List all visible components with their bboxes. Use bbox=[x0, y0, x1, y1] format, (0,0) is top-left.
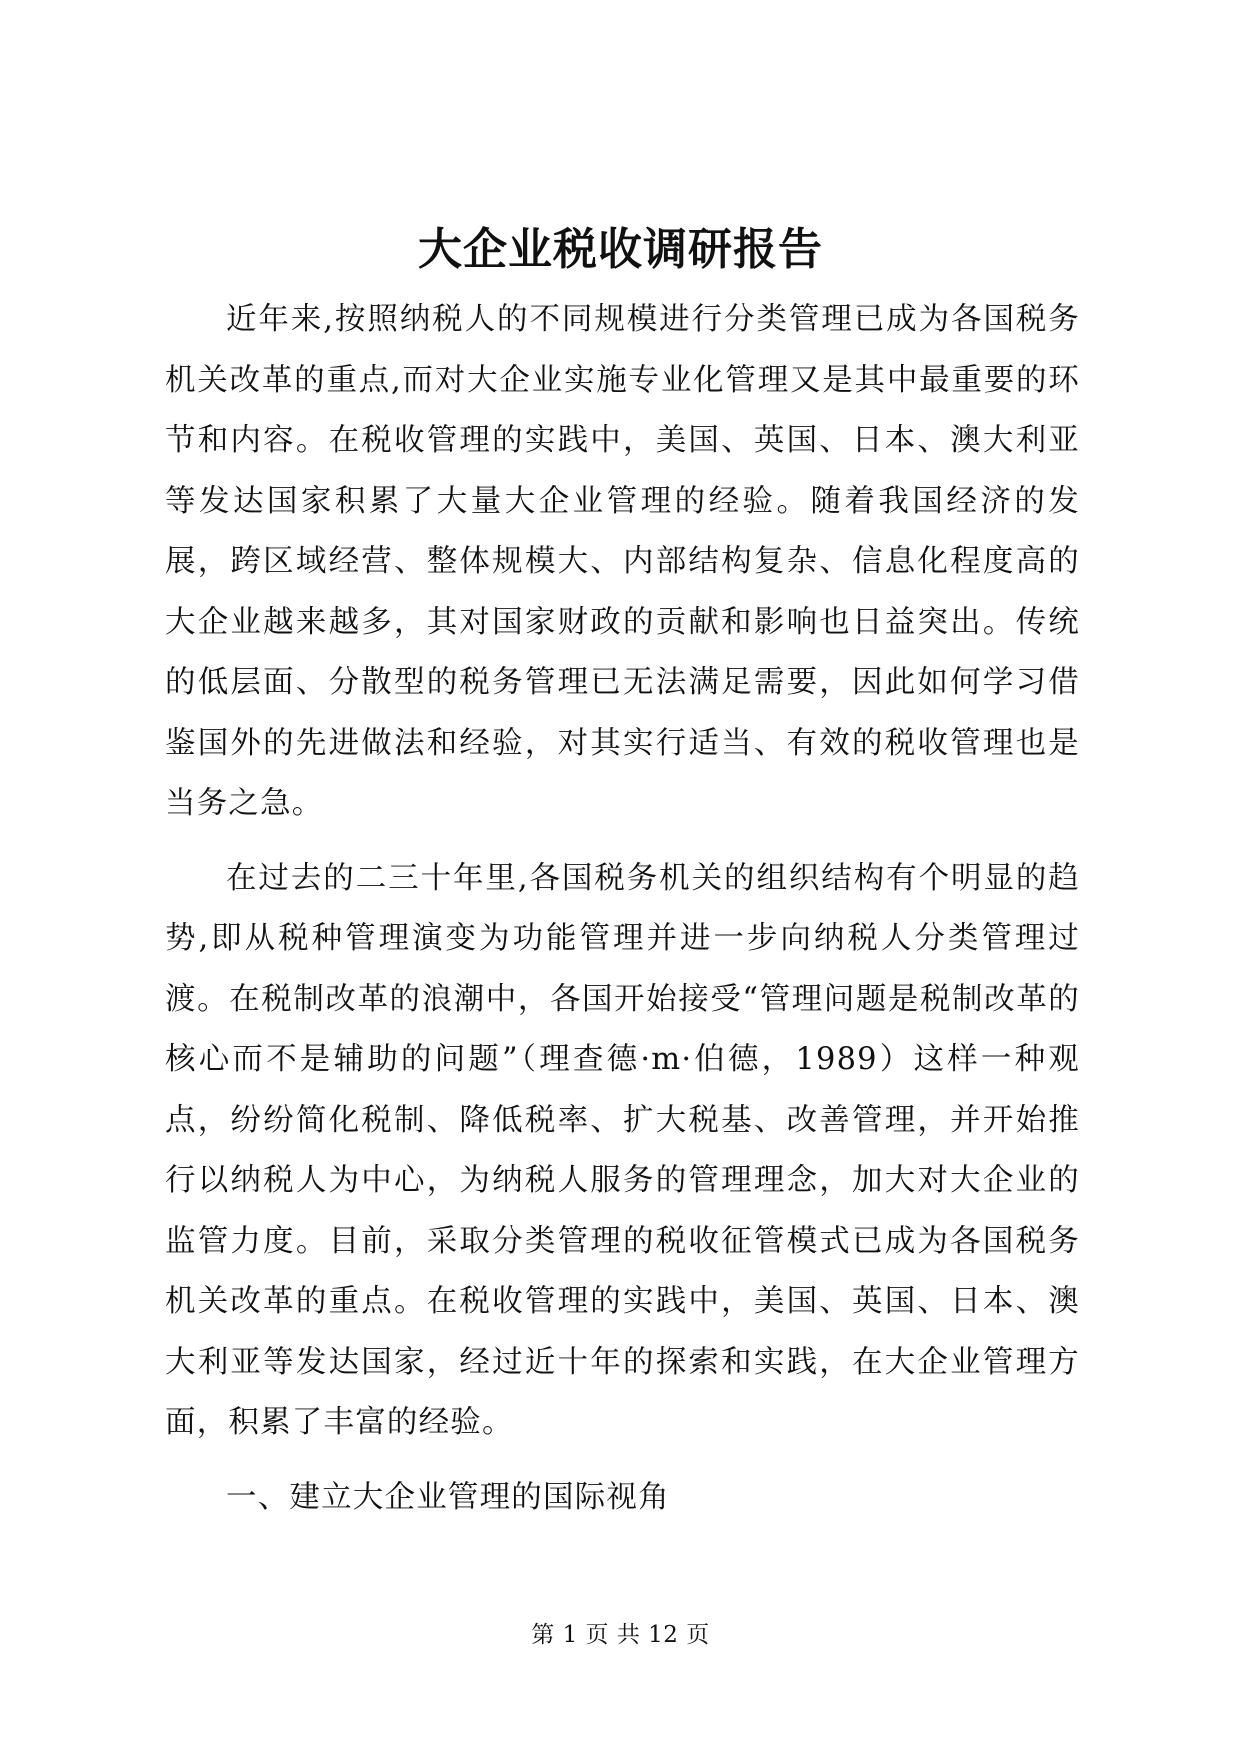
document-title: 大企业税收调研报告 bbox=[418, 224, 823, 275]
paragraph-trend: 在过去的二三十年里,各国税务机关的组织结构有个明显的趋势,即从税种管理演变为功能管理并进一步向纳税人分类管理过渡。在税制改革的浪潮中，各国开始接受“管理问题是税制改革的核心而不是辅助的问题”（理查德·m·伯德，1989）这样一种观点，纷纷简化税制、降低税率、扩大税基、改善管理，并开始推行以纳税人为中心，为纳税人服务的管理理念，加大对大企业的监管力度。目前，采取分类管理的税收征管模式已成为各国税务机关改革的重点。在税收管理的实践中，美国、英国、日本、澳大利亚等发达国家，经过近十年的探索和实践，在大企业管理方面，积累了丰富的经验。 bbox=[165, 860, 1080, 1440]
document-body bbox=[165, 290, 1080, 1528]
page-number-footer: 第 1 页 共 12 页 bbox=[531, 1622, 710, 1648]
paragraph-intro: 近年来,按照纳税人的不同规模进行分类管理已成为各国税务机关改革的重点,而对大企业实施专业化管理又是其中最重要的环节和内容。在税收管理的实践中，美国、英国、日本、澳大利亚等发达国家积累了大量大企业管理的经验。随着我国经济的发展，跨区域经营、整体规模大、内部结构复杂、信息化程度高的大企业越来越多，其对国家财政的贡献和影响也日益突出。传统的低层面、分散型的税务管理已无法满足需要，因此如何学习借鉴国外的先进做法和经验，对其实行适当、有效的税收管理也是当务之急。 bbox=[165, 302, 1080, 821]
section-heading: 一、建立大企业管理的国际视角 bbox=[226, 1479, 670, 1515]
